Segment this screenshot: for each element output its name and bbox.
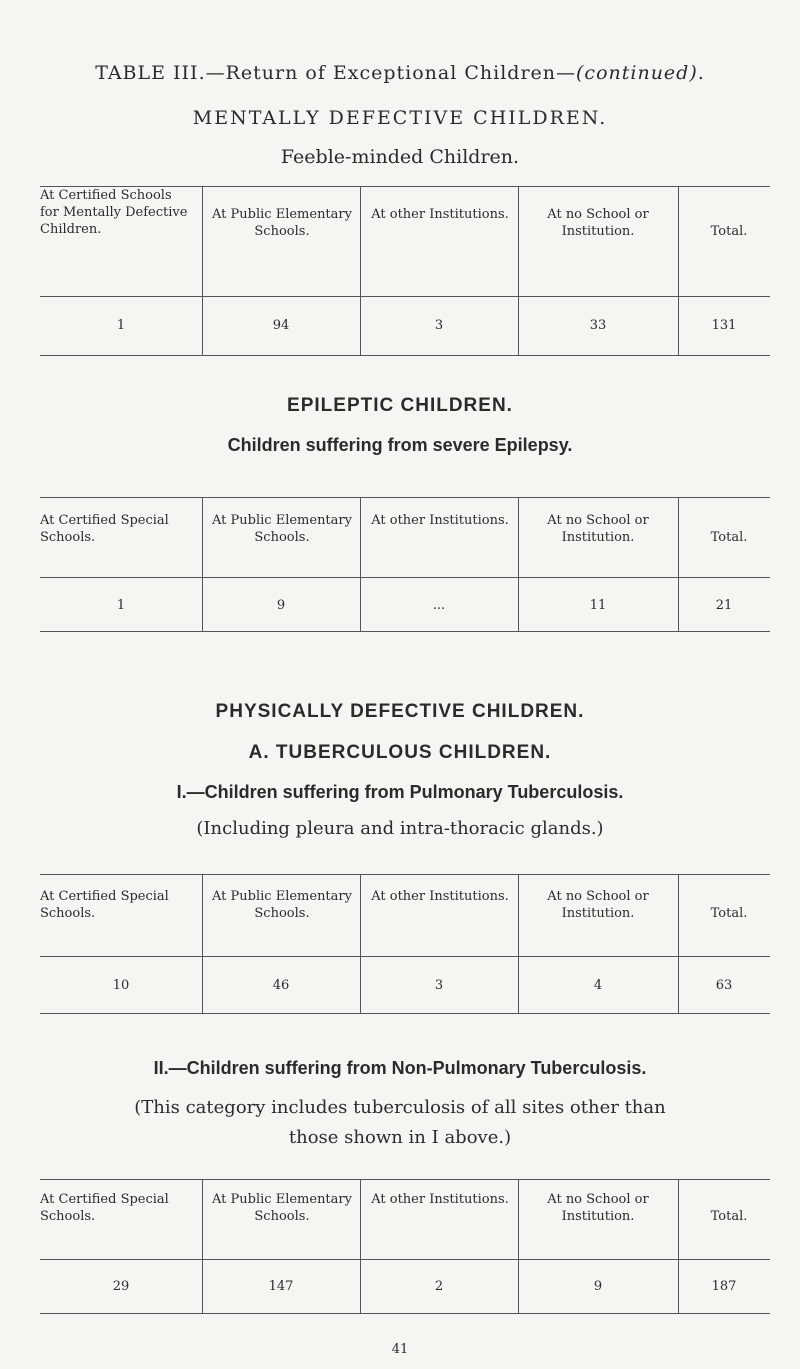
column-divider [518, 874, 519, 1014]
table-cell: 33 [589, 318, 607, 333]
column-divider [678, 874, 679, 1014]
table-epileptic [40, 497, 770, 632]
table-cell: 3 [434, 318, 444, 333]
heading-non-pulmonary: II.—Children suffering from Non-Pulmonary Tuberculosis. [153, 1058, 647, 1078]
table-rule-bottom [40, 631, 770, 632]
table-title-continued: (continued) [576, 62, 698, 84]
column-divider [360, 874, 361, 1014]
column-header: At Certified Special Schools. [40, 1192, 169, 1224]
column-header: At no School or Institution. [547, 1192, 649, 1224]
note-pulmonary: (Including pleura and intra-thoracic glands.) [196, 818, 604, 839]
table-rule-mid [40, 956, 770, 957]
column-header: At Public Elementary Schools. [212, 207, 352, 239]
note-non-pulmonary-line2: those shown in I above.) [288, 1127, 512, 1148]
column-header: Total. [710, 530, 748, 545]
table-cell: 9 [276, 598, 286, 613]
section-heading-physically-defective: PHYSICALLY DEFECTIVE CHILDREN. [215, 701, 585, 722]
table-title-text: TABLE III.—Return of Exceptional Children— [95, 62, 577, 84]
column-header: Total. [710, 906, 748, 921]
table-title-suffix: . [697, 62, 705, 84]
column-header: At Public Elementary Schools. [212, 1192, 352, 1224]
table-cell: 10 [112, 978, 130, 993]
column-header: At other Institutions. [371, 207, 509, 222]
column-header: At other Institutions. [371, 889, 509, 904]
section-heading-epileptic: EPILEPTIC CHILDREN. [287, 395, 513, 416]
column-header: Total. [710, 224, 748, 239]
subheading-feeble-minded: Feeble-minded Children. [280, 146, 520, 168]
table-cell: 9 [593, 1279, 603, 1294]
table-cell: 147 [268, 1279, 294, 1294]
column-divider [202, 874, 203, 1014]
table-cell: 29 [112, 1279, 130, 1294]
table-rule-top [40, 874, 770, 875]
table-cell: 1 [116, 598, 126, 613]
column-header: At no School or Institution. [547, 889, 649, 921]
column-header: At Certified Schools for Mentally Defective Children. [40, 188, 188, 237]
table-rule-top [40, 1179, 770, 1180]
section-heading-mentally-defective: MENTALLY DEFECTIVE CHILDREN. [192, 107, 608, 129]
column-header: At no School or Institution. [547, 207, 649, 239]
table-cell: 2 [434, 1279, 444, 1294]
table-pulmonary [40, 874, 770, 1014]
table-cell: 4 [593, 978, 603, 993]
subheading-tuberculous: A. TUBERCULOUS CHILDREN. [248, 742, 552, 763]
column-header: At Certified Special Schools. [40, 513, 169, 545]
table-rule-bottom [40, 1313, 770, 1314]
table-title [0, 62, 800, 84]
table-cell: 1 [116, 318, 126, 333]
table-rule-bottom [40, 355, 770, 356]
table-rule-mid [40, 577, 770, 578]
page-number: 41 [391, 1342, 409, 1357]
table-cell: ... [432, 598, 446, 613]
column-header: At Public Elementary Schools. [212, 889, 352, 921]
column-header: At no School or Institution. [547, 513, 649, 545]
table-cell: 11 [589, 598, 607, 613]
table-feeble-minded [40, 186, 770, 356]
table-cell: 21 [715, 598, 733, 613]
table-cell: 131 [711, 318, 737, 333]
column-header: At Certified Special Schools. [40, 889, 169, 921]
column-header: At Public Elementary Schools. [212, 513, 352, 545]
table-rule-mid [40, 296, 770, 297]
column-header: At other Institutions. [371, 513, 509, 528]
note-non-pulmonary-line1: (This category includes tuberculosis of all sites other than [134, 1097, 666, 1118]
table-cell: 3 [434, 978, 444, 993]
column-header: Total. [710, 1209, 748, 1224]
table-non-pulmonary [40, 1179, 770, 1314]
table-rule-mid [40, 1259, 770, 1260]
table-rule-top [40, 497, 770, 498]
table-cell: 187 [711, 1279, 737, 1294]
table-cell: 46 [272, 978, 290, 993]
heading-pulmonary: I.—Children suffering from Pulmonary Tuberculosis. [176, 782, 624, 802]
table-cell: 63 [715, 978, 733, 993]
table-rule-bottom [40, 1013, 770, 1014]
column-header: At other Institutions. [371, 1192, 509, 1207]
table-cell: 94 [272, 318, 290, 333]
subheading-epilepsy: Children suffering from severe Epilepsy. [227, 435, 573, 455]
